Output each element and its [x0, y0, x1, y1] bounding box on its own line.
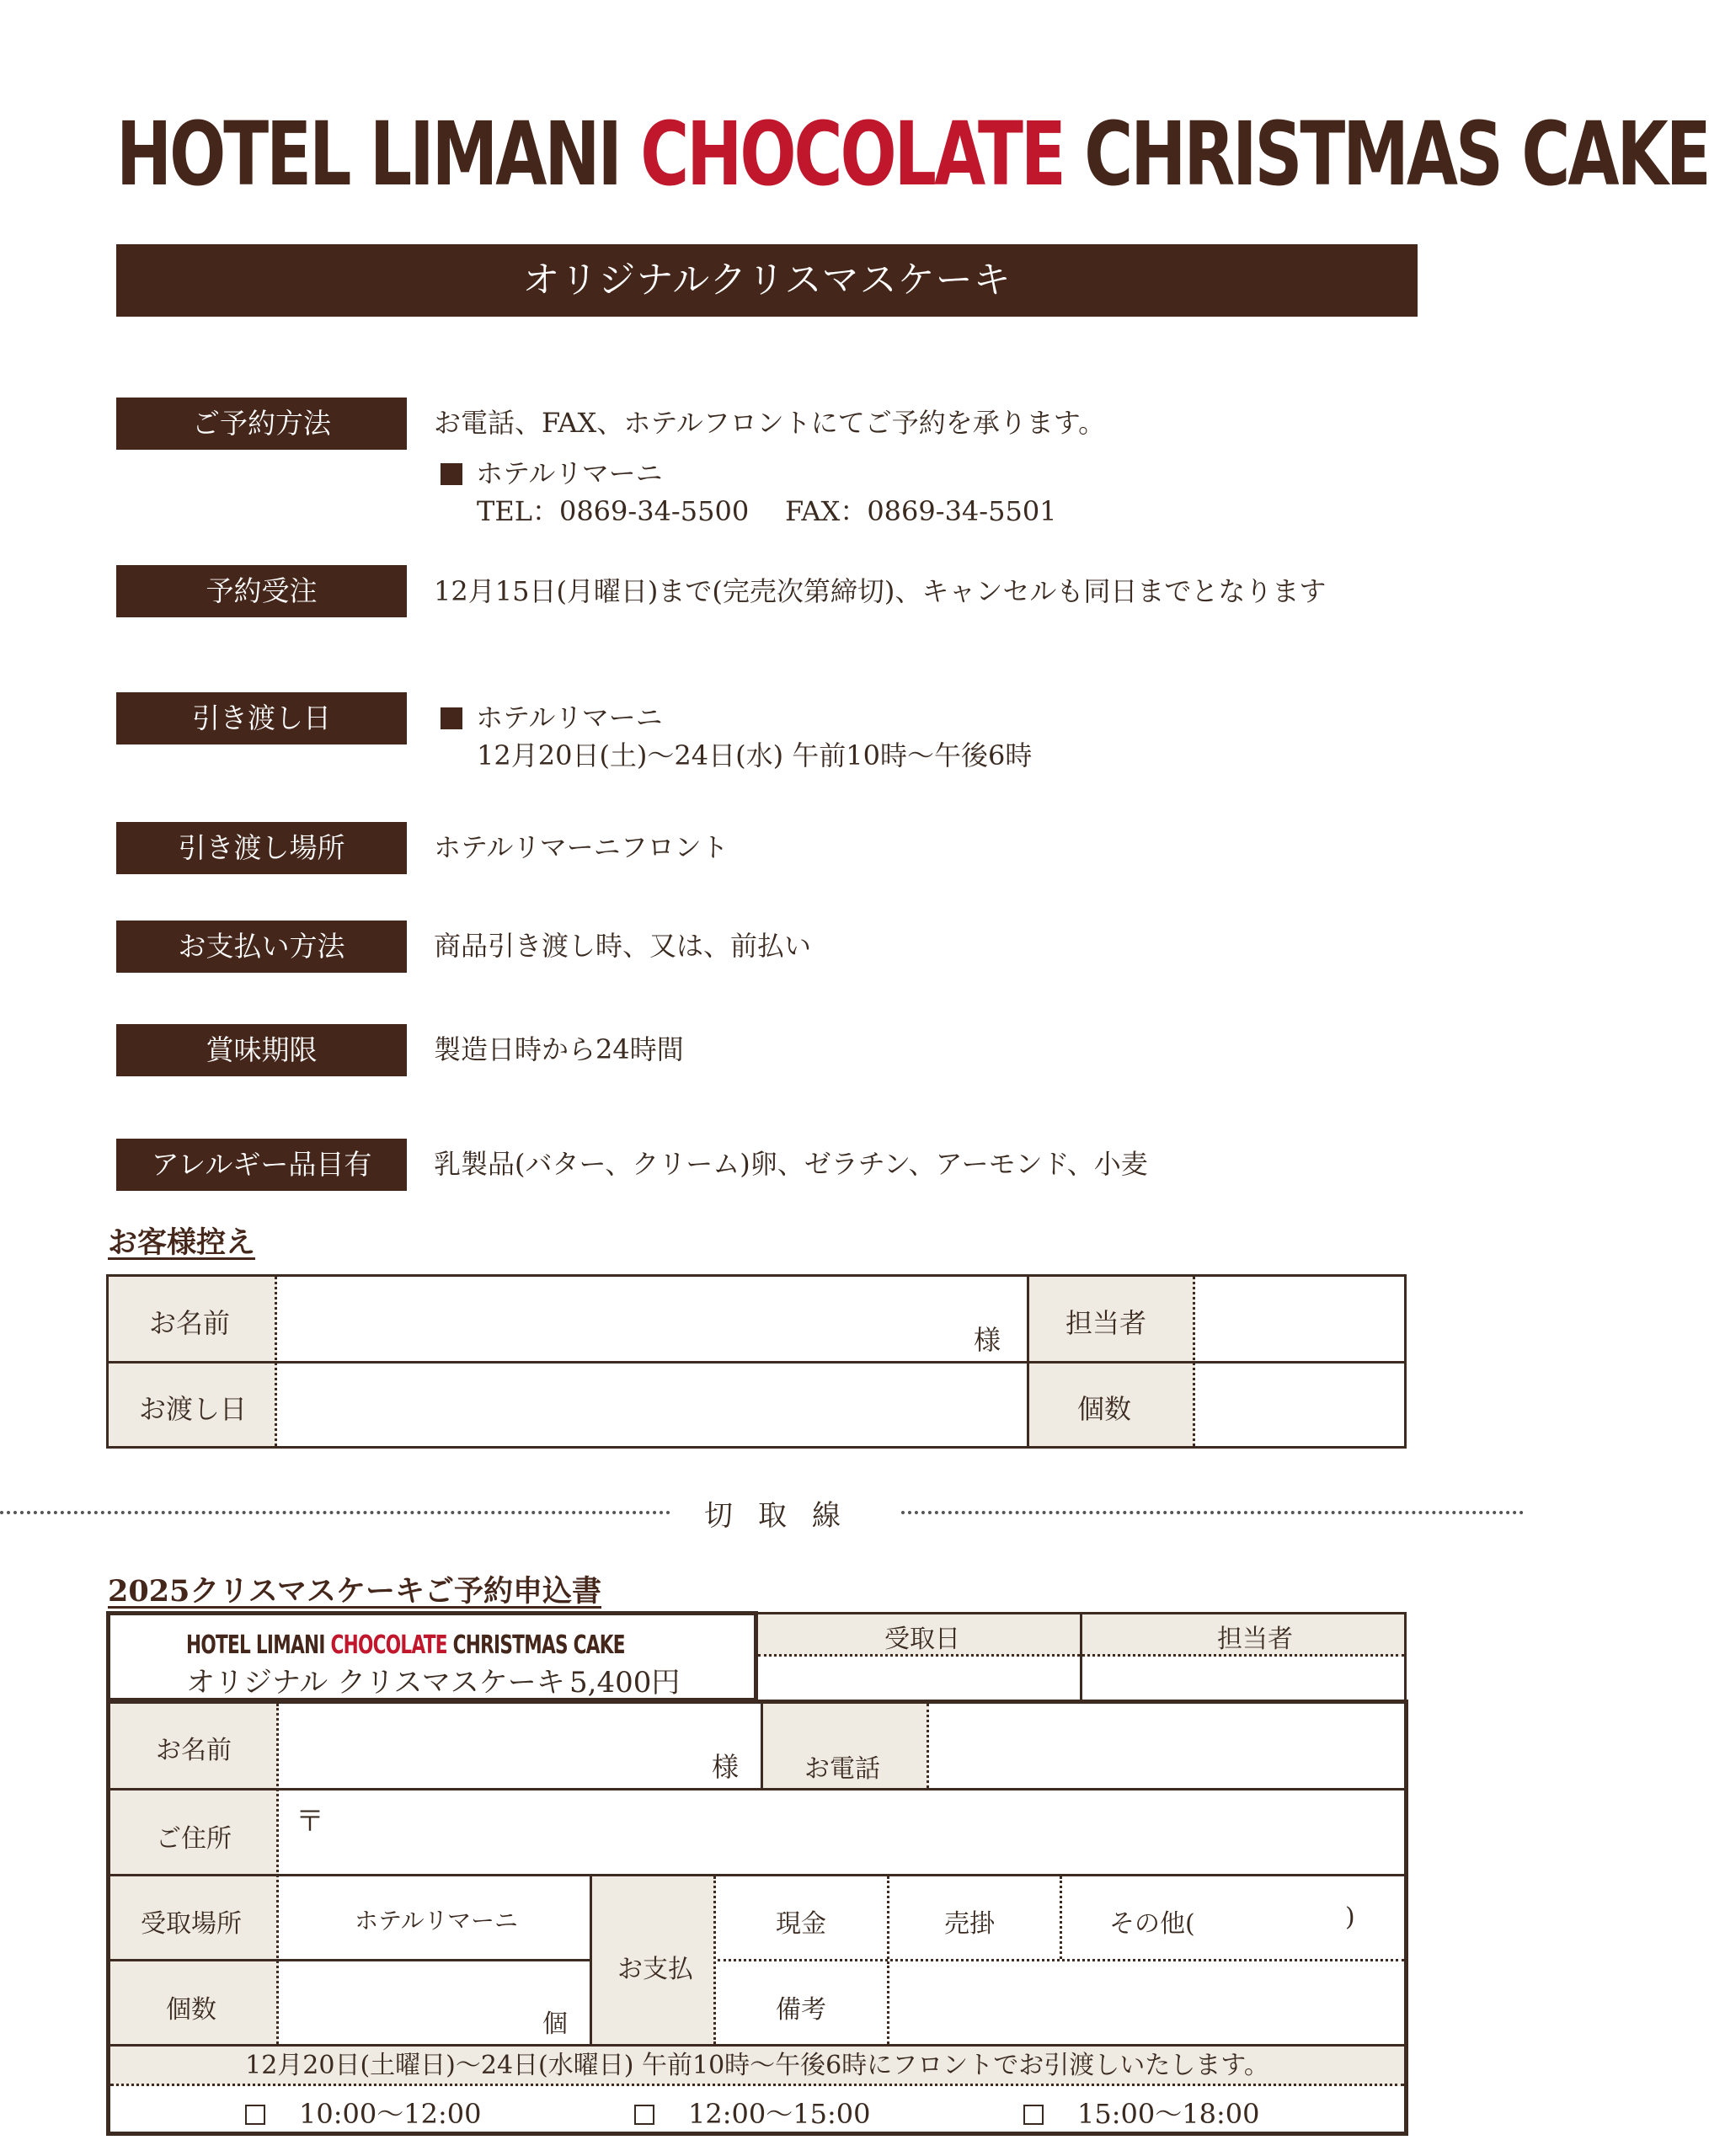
place-label: 受取場所	[141, 1909, 242, 1939]
page-title	[116, 99, 1709, 209]
cut-line-label: 切取線	[704, 1499, 866, 1533]
sama-label: 様	[974, 1324, 1001, 1356]
product-name: オリジナル クリスマスケーキ	[186, 1666, 565, 1700]
staff-field[interactable]	[1198, 1277, 1404, 1361]
pickup-date-label: お渡し日	[139, 1393, 248, 1425]
checkbox-icon[interactable]	[634, 2105, 654, 2125]
expiry-text: 製造日時から24時間	[434, 1033, 684, 1065]
order-form-table	[106, 1700, 1408, 2136]
title-part2: CHOCOLATE	[640, 103, 1064, 205]
product-box	[106, 1611, 758, 1702]
checkbox-icon[interactable]	[1023, 2105, 1044, 2125]
qty-unit: 個	[542, 2009, 568, 2039]
form-name-field[interactable]	[281, 1704, 761, 1788]
payment-other[interactable]: その他(	[1109, 1909, 1195, 1939]
allergy-text: 乳製品(バター、クリーム)卵、ゼラチン、アーモンド、小麦	[434, 1148, 1148, 1180]
notes-field[interactable]	[889, 1961, 1404, 2044]
product-brand: HOTEL LIMANI CHOCOLATE CHRISTMAS CAKE	[186, 1630, 625, 1660]
delivery-date-text: 12月20日(土)～24日(水) 午前10時～午後6時	[477, 739, 1033, 771]
title-part3: CHRISTMAS CAKE	[1063, 103, 1709, 205]
order-label: 予約受注	[116, 565, 407, 617]
square-bullet-icon	[441, 463, 462, 485]
payment-other-close: )	[1345, 1903, 1355, 1932]
form-name-label: お名前	[156, 1736, 232, 1765]
payment-cash[interactable]: 現金	[776, 1909, 826, 1939]
product-price: 5,400円	[569, 1666, 681, 1700]
order-form-heading: 2025クリスマスケーキご予約申込書	[108, 1574, 602, 1609]
payment-credit[interactable]: 売掛	[944, 1909, 995, 1939]
allergy-label: アレルギー品目有	[116, 1139, 407, 1191]
staff-label: 担当者	[1065, 1307, 1147, 1339]
reserve-hotel: ホテルリマーニ	[441, 455, 663, 492]
notes-label: 備考	[776, 1995, 826, 2025]
square-bullet-icon	[441, 707, 462, 729]
address-field[interactable]	[281, 1790, 1404, 1874]
reserve-method-label: ご予約方法	[116, 398, 407, 450]
payment-label: お支払い方法	[116, 921, 407, 973]
reserve-method-text: お電話、FAX、ホテルフロントにてご予約を承ります。	[434, 407, 1106, 439]
qty-field[interactable]	[1198, 1364, 1404, 1446]
pickup-date-field[interactable]	[280, 1364, 1024, 1446]
slot-option-3[interactable]: 15:00～18:00	[1023, 2093, 1259, 2132]
form-staff-field[interactable]	[1082, 1659, 1404, 1700]
cut-line-right	[901, 1511, 1524, 1514]
product-banner: オリジナルクリスマスケーキ	[116, 244, 1418, 317]
receive-date-field[interactable]	[758, 1659, 1078, 1700]
payment-text: 商品引き渡し時、又は、前払い	[434, 930, 812, 962]
form-qty-label: 個数	[166, 1995, 216, 2025]
delivery-place-text: ホテルリマーニフロント	[434, 831, 729, 863]
postal-mark: 〒	[296, 1805, 324, 1838]
reserve-fax: FAX：0869-34-5501	[785, 495, 1057, 527]
payment-label-form: お支払	[617, 1955, 693, 1984]
slot-option-1[interactable]: 10:00～12:00	[245, 2093, 481, 2132]
delivery-date-label: 引き渡し日	[116, 692, 407, 744]
delivery-hotel: ホテルリマーニ	[441, 699, 663, 736]
customer-copy-heading: お客様控え	[108, 1225, 256, 1260]
address-label: ご住所	[156, 1824, 232, 1854]
form-sama-label: 様	[712, 1751, 740, 1783]
checkbox-icon[interactable]	[245, 2105, 265, 2125]
name-field[interactable]	[280, 1277, 1024, 1361]
qty-label: 個数	[1077, 1393, 1132, 1425]
form-staff-label: 担当者	[1217, 1625, 1293, 1654]
receive-date-label: 受取日	[884, 1625, 960, 1654]
receive-staff-box	[758, 1612, 1407, 1700]
order-text: 12月15日(月曜日)まで(完売次第締切)、キャンセルも同日までとなります	[434, 575, 1327, 607]
pickup-note: 12月20日(土曜日)～24日(水曜日) 午前10時～午後6時にフロントでお引渡しいたします。	[245, 2051, 1269, 2080]
phone-label: お電話	[804, 1754, 880, 1784]
customer-copy-table	[106, 1274, 1407, 1449]
slot-option-2[interactable]: 12:00～15:00	[634, 2093, 870, 2132]
expiry-label: 賞味期限	[116, 1024, 407, 1076]
reserve-tel: TEL：0869-34-5500	[477, 495, 750, 527]
name-label: お名前	[149, 1307, 231, 1339]
phone-field[interactable]	[932, 1704, 1404, 1788]
delivery-place-label: 引き渡し場所	[116, 822, 407, 874]
cut-line-left	[0, 1511, 670, 1514]
title-part1: HOTEL LIMANI	[116, 103, 641, 205]
place-value: ホテルリマーニ	[355, 1907, 519, 1935]
